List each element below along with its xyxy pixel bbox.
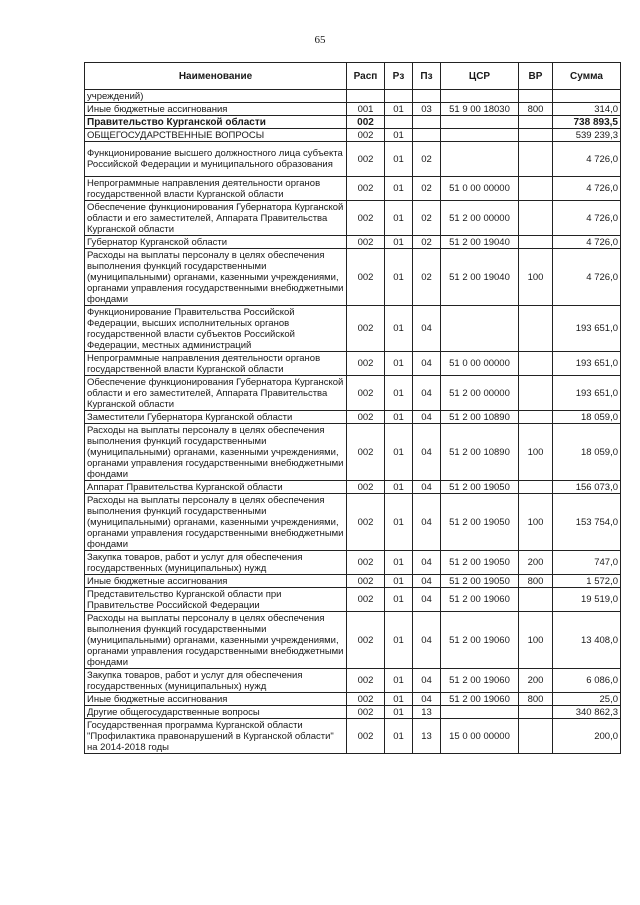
header-vr: ВР	[519, 63, 553, 90]
cell-name: Правительство Курганской области	[85, 116, 347, 129]
cell-csr: 51 2 00 19060	[441, 693, 519, 706]
cell-vr: 200	[519, 669, 553, 693]
table-body	[85, 90, 621, 754]
cell-rz: 01	[385, 719, 413, 754]
cell-vr	[519, 588, 553, 612]
table-row	[85, 103, 621, 116]
cell-rz: 01	[385, 588, 413, 612]
cell-sum: 4 726,0	[553, 236, 621, 249]
cell-csr: 51 2 00 10890	[441, 411, 519, 424]
cell-rasp	[347, 90, 385, 103]
cell-csr: 51 2 00 10890	[441, 424, 519, 481]
cell-sum: 4 726,0	[553, 201, 621, 236]
table-row	[85, 236, 621, 249]
table-row	[85, 494, 621, 551]
cell-rasp: 002	[347, 116, 385, 129]
cell-rz: 01	[385, 551, 413, 575]
cell-rasp: 002	[347, 352, 385, 376]
cell-vr	[519, 719, 553, 754]
cell-sum: 25,0	[553, 693, 621, 706]
cell-rz: 01	[385, 669, 413, 693]
cell-rz: 01	[385, 142, 413, 177]
cell-csr: 51 2 00 19060	[441, 669, 519, 693]
cell-name: Расходы на выплаты персоналу в целях обеспечения выполнения функций государственными (муниципальными) органами, казенными учреждениями, органами управления государственными внебюджетными фондами	[85, 494, 347, 551]
cell-pz: 04	[413, 481, 441, 494]
cell-csr: 51 2 00 19040	[441, 236, 519, 249]
cell-vr	[519, 306, 553, 352]
cell-csr: 51 2 00 19060	[441, 588, 519, 612]
cell-rasp: 002	[347, 693, 385, 706]
cell-vr: 200	[519, 551, 553, 575]
cell-rasp: 002	[347, 376, 385, 411]
cell-pz	[413, 116, 441, 129]
cell-name: Функционирование Правительства Российской Федерации, высших исполнительных органов государственной власти субъектов Российской Федерации, местных администраций	[85, 306, 347, 352]
cell-pz: 02	[413, 236, 441, 249]
cell-csr: 51 2 00 19050	[441, 481, 519, 494]
cell-sum: 314,0	[553, 103, 621, 116]
table-row	[85, 201, 621, 236]
cell-rz: 01	[385, 177, 413, 201]
cell-sum: 1 572,0	[553, 575, 621, 588]
table-row	[85, 693, 621, 706]
cell-name: Обеспечение функционирования Губернатора Курганской области и его заместителей, Аппарата Правительства Курганской области	[85, 376, 347, 411]
cell-sum: 4 726,0	[553, 177, 621, 201]
table-row	[85, 669, 621, 693]
cell-csr: 51 2 00 19050	[441, 575, 519, 588]
cell-pz: 04	[413, 551, 441, 575]
cell-rasp: 002	[347, 494, 385, 551]
cell-sum: 4 726,0	[553, 249, 621, 306]
cell-sum: 6 086,0	[553, 669, 621, 693]
cell-sum: 13 408,0	[553, 612, 621, 669]
cell-pz: 04	[413, 306, 441, 352]
table-row	[85, 706, 621, 719]
cell-rz: 01	[385, 306, 413, 352]
cell-pz: 13	[413, 719, 441, 754]
table-row	[85, 129, 621, 142]
table-row	[85, 306, 621, 352]
cell-rasp: 002	[347, 249, 385, 306]
header-name: Наименование	[85, 63, 347, 90]
cell-rz: 01	[385, 706, 413, 719]
cell-name: Заместители Губернатора Курганской области	[85, 411, 347, 424]
budget-table	[84, 62, 621, 754]
cell-vr: 100	[519, 424, 553, 481]
cell-rz: 01	[385, 201, 413, 236]
cell-rz	[385, 90, 413, 103]
cell-vr: 100	[519, 249, 553, 306]
cell-rasp: 002	[347, 411, 385, 424]
cell-pz: 04	[413, 352, 441, 376]
cell-csr	[441, 306, 519, 352]
cell-rz: 01	[385, 612, 413, 669]
cell-csr: 51 2 00 00000	[441, 201, 519, 236]
cell-sum: 200,0	[553, 719, 621, 754]
cell-sum: 738 893,5	[553, 116, 621, 129]
cell-rz: 01	[385, 575, 413, 588]
page-number: 65	[314, 34, 326, 46]
cell-rz: 01	[385, 411, 413, 424]
cell-rasp: 002	[347, 719, 385, 754]
cell-pz: 04	[413, 424, 441, 481]
header-rz: Рз	[385, 63, 413, 90]
cell-rasp: 002	[347, 551, 385, 575]
cell-rz: 01	[385, 236, 413, 249]
cell-rz: 01	[385, 376, 413, 411]
cell-pz: 02	[413, 249, 441, 306]
cell-vr: 100	[519, 494, 553, 551]
cell-csr: 51 2 00 00000	[441, 376, 519, 411]
cell-sum: 747,0	[553, 551, 621, 575]
cell-pz: 04	[413, 588, 441, 612]
cell-rz: 01	[385, 352, 413, 376]
table-row	[85, 90, 621, 103]
cell-sum: 539 239,3	[553, 129, 621, 142]
cell-vr	[519, 116, 553, 129]
cell-rz: 01	[385, 494, 413, 551]
cell-pz: 02	[413, 142, 441, 177]
cell-rasp: 002	[347, 669, 385, 693]
table-row	[85, 249, 621, 306]
table-row	[85, 551, 621, 575]
cell-pz: 02	[413, 177, 441, 201]
cell-name: Расходы на выплаты персоналу в целях обеспечения выполнения функций государственными (муниципальными) органами, казенными учреждениями, органами управления государственными внебюджетными фондами	[85, 249, 347, 306]
cell-name: Непрограммные направления деятельности органов государственной власти Курганской области	[85, 352, 347, 376]
table-row	[85, 424, 621, 481]
cell-name: Государственная программа Курганской области "Профилактика правонарушений в Курганской области" на 2014-2018 годы	[85, 719, 347, 754]
cell-pz	[413, 90, 441, 103]
cell-pz: 04	[413, 669, 441, 693]
cell-pz: 04	[413, 411, 441, 424]
cell-rz: 01	[385, 424, 413, 481]
cell-vr	[519, 90, 553, 103]
table-row	[85, 481, 621, 494]
cell-rz	[385, 116, 413, 129]
cell-name: Обеспечение функционирования Губернатора Курганской области и его заместителей, Аппарата Правительства Курганской области	[85, 201, 347, 236]
header-pz: Пз	[413, 63, 441, 90]
table-row	[85, 177, 621, 201]
cell-csr: 51 0 00 00000	[441, 177, 519, 201]
table-row	[85, 116, 621, 129]
cell-rasp: 002	[347, 236, 385, 249]
cell-vr	[519, 706, 553, 719]
cell-vr	[519, 411, 553, 424]
cell-vr: 800	[519, 693, 553, 706]
cell-vr	[519, 481, 553, 494]
cell-rasp: 001	[347, 103, 385, 116]
cell-csr	[441, 90, 519, 103]
table-row	[85, 719, 621, 754]
cell-vr	[519, 201, 553, 236]
cell-pz: 02	[413, 201, 441, 236]
cell-sum: 340 862,3	[553, 706, 621, 719]
table-header-row	[85, 63, 621, 90]
cell-pz: 04	[413, 693, 441, 706]
cell-pz: 04	[413, 612, 441, 669]
cell-pz	[413, 129, 441, 142]
cell-sum: 18 059,0	[553, 411, 621, 424]
cell-csr: 51 0 00 00000	[441, 352, 519, 376]
cell-name: Расходы на выплаты персоналу в целях обеспечения выполнения функций государственными (муниципальными) органами, казенными учреждениями, органами управления государственными внебюджетными фондами	[85, 612, 347, 669]
cell-name: Иные бюджетные ассигнования	[85, 693, 347, 706]
cell-name: Губернатор Курганской области	[85, 236, 347, 249]
cell-vr	[519, 129, 553, 142]
cell-csr	[441, 142, 519, 177]
cell-sum: 153 754,0	[553, 494, 621, 551]
cell-csr	[441, 116, 519, 129]
cell-rasp: 002	[347, 424, 385, 481]
cell-rasp: 002	[347, 306, 385, 352]
header-rasp: Расп	[347, 63, 385, 90]
cell-name: учреждений)	[85, 90, 347, 103]
cell-name: Непрограммные направления деятельности органов государственной власти Курганской области	[85, 177, 347, 201]
cell-vr	[519, 177, 553, 201]
cell-sum: 193 651,0	[553, 352, 621, 376]
header-sum: Сумма	[553, 63, 621, 90]
cell-csr	[441, 706, 519, 719]
table-row	[85, 588, 621, 612]
table-row	[85, 612, 621, 669]
cell-name: Аппарат Правительства Курганской области	[85, 481, 347, 494]
cell-sum: 193 651,0	[553, 376, 621, 411]
table-row	[85, 352, 621, 376]
cell-name: Иные бюджетные ассигнования	[85, 103, 347, 116]
cell-vr: 800	[519, 575, 553, 588]
cell-rasp: 002	[347, 129, 385, 142]
cell-name: Закупка товаров, работ и услуг для обеспечения государственных (муниципальных) нужд	[85, 551, 347, 575]
cell-csr: 51 9 00 18030	[441, 103, 519, 116]
cell-rasp: 002	[347, 481, 385, 494]
cell-csr: 51 2 00 19060	[441, 612, 519, 669]
cell-csr: 51 2 00 19050	[441, 494, 519, 551]
cell-pz: 04	[413, 376, 441, 411]
cell-rz: 01	[385, 249, 413, 306]
table-row	[85, 411, 621, 424]
cell-rasp: 002	[347, 706, 385, 719]
table-row	[85, 142, 621, 177]
cell-sum: 4 726,0	[553, 142, 621, 177]
cell-sum: 193 651,0	[553, 306, 621, 352]
cell-vr	[519, 142, 553, 177]
cell-rasp: 002	[347, 201, 385, 236]
cell-name: Закупка товаров, работ и услуг для обеспечения государственных (муниципальных) нужд	[85, 669, 347, 693]
cell-vr	[519, 376, 553, 411]
cell-rasp: 002	[347, 588, 385, 612]
cell-rz: 01	[385, 693, 413, 706]
cell-csr: 51 2 00 19050	[441, 551, 519, 575]
cell-pz: 13	[413, 706, 441, 719]
cell-rasp: 002	[347, 142, 385, 177]
cell-rz: 01	[385, 481, 413, 494]
cell-name: Другие общегосударственные вопросы	[85, 706, 347, 719]
cell-sum: 18 059,0	[553, 424, 621, 481]
table-row	[85, 575, 621, 588]
cell-vr	[519, 352, 553, 376]
header-csr: ЦСР	[441, 63, 519, 90]
cell-pz: 04	[413, 494, 441, 551]
cell-pz: 03	[413, 103, 441, 116]
cell-csr	[441, 129, 519, 142]
cell-rz: 01	[385, 129, 413, 142]
table-row	[85, 376, 621, 411]
cell-name: Представительство Курганской области при Правительстве Российской Федерации	[85, 588, 347, 612]
cell-csr: 51 2 00 19040	[441, 249, 519, 306]
cell-vr: 800	[519, 103, 553, 116]
cell-sum: 156 073,0	[553, 481, 621, 494]
cell-vr	[519, 236, 553, 249]
cell-sum: 19 519,0	[553, 588, 621, 612]
cell-sum	[553, 90, 621, 103]
cell-name: Расходы на выплаты персоналу в целях обеспечения выполнения функций государственными (муниципальными) органами, казенными учреждениями, органами управления государственными внебюджетными фондами	[85, 424, 347, 481]
cell-rz: 01	[385, 103, 413, 116]
cell-vr: 100	[519, 612, 553, 669]
cell-name: ОБЩЕГОСУДАРСТВЕННЫЕ ВОПРОСЫ	[85, 129, 347, 142]
cell-name: Функционирование высшего должностного лица субъекта Российской Федерации и муниципального образования	[85, 142, 347, 177]
cell-rasp: 002	[347, 612, 385, 669]
cell-pz: 04	[413, 575, 441, 588]
cell-rasp: 002	[347, 575, 385, 588]
cell-csr: 15 0 00 00000	[441, 719, 519, 754]
cell-name: Иные бюджетные ассигнования	[85, 575, 347, 588]
cell-rasp: 002	[347, 177, 385, 201]
